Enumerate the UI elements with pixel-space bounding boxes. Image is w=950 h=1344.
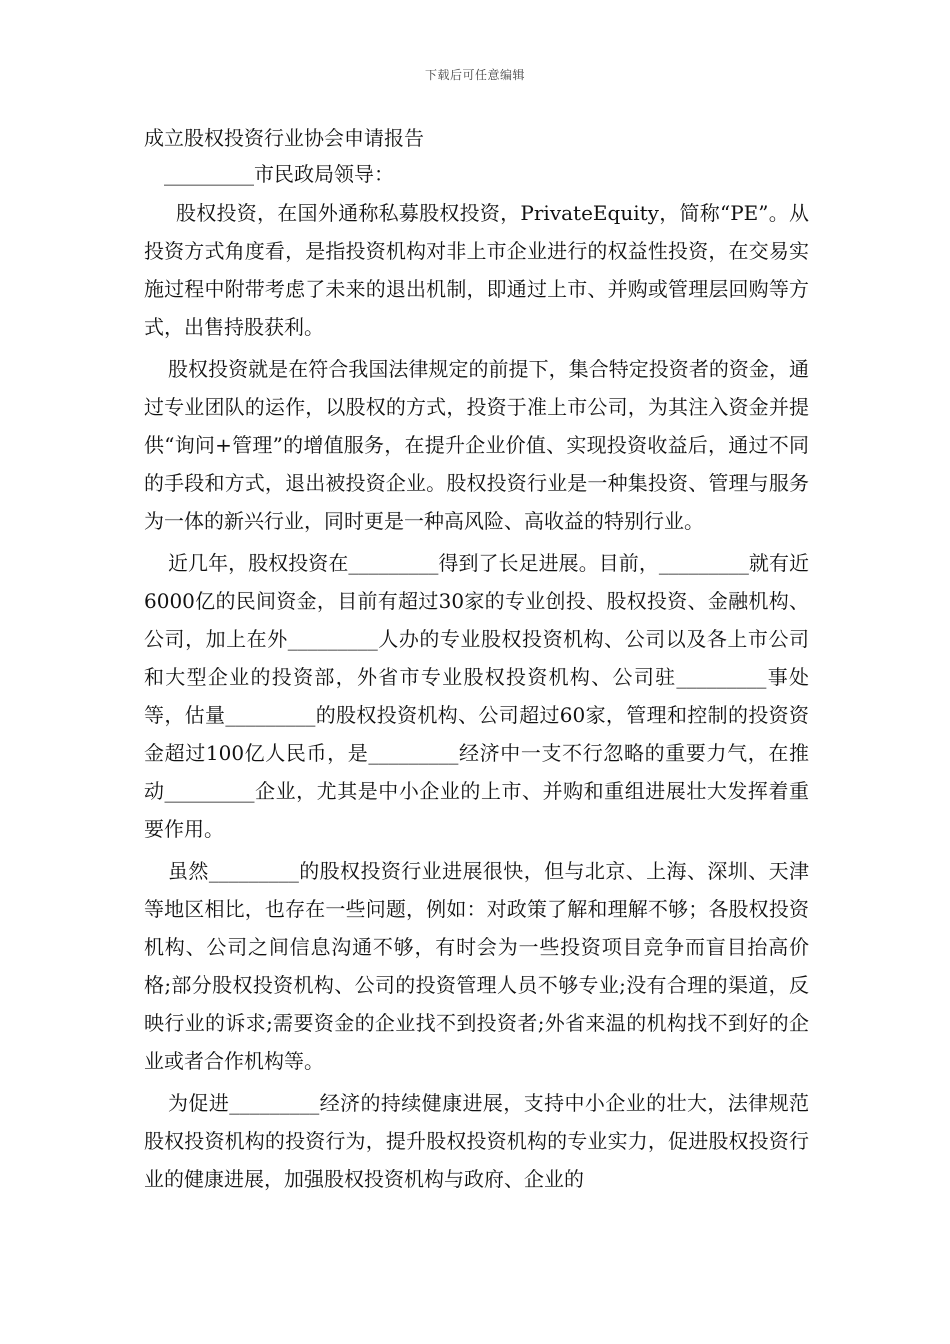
page-header: 下载后可任意编辑	[424, 68, 525, 82]
paragraph-2: 股权投资就是在符合我国法律规定的前提下，集合特定投资者的资金，通过专业团队的运作，以股权的方式，投资于准上市公司，为其注入资金并提供“询问+管理”的增值服务，在提升企业价值、实现投资收益后，通过不同的手段和方式，退出被投资企业。股权投资行业是一种集投资、管理与服务为一体的新兴行业，同时更是一种高风险、高收益的特别行业。	[144, 357, 809, 533]
paragraph-1: 股权投资，在国外通称私募股权投资，PrivateEquity，简称“PE”。从投资方式角度看，是指投资机构对非上市企业进行的权益性投资，在交易实施过程中附带考虑了未来的退出机制，即通过上市、并购或管理层回购等方式，出售持股获利。	[144, 201, 809, 339]
paragraph-3: 近几年，股权投资在_________得到了长足进展。目前，_________就有近6000亿的民间资金，目前有超过30家的专业创投、股权投资、金融机构、公司，加上在外_________人办的专业股权投资机构、公司以及各上市公司和大型企业的投资部，外省市专业股权投资机构、公司驻_________事处等，估量_________的股权投资机构、公司超过60家，管理和控制的投资资金超过100亿人民币，是_________经济中一支不行忽略的重要力气，在推动_________企业，尤其是中小企业的上市、并购和重组进展壮大发挥着重要作用。	[144, 551, 809, 841]
document-body	[144, 120, 809, 1198]
salutation: _________市民政局领导：	[164, 162, 394, 186]
paragraph-4: 虽然_________的股权投资行业进展很快，但与北京、上海、深圳、天津等地区相比，也存在一些问题，例如：对政策了解和理解不够；各股权投资机构、公司之间信息沟通不够，有时会为一些投资项目竞争而盲目抬高价格;部分股权投资机构、公司的投资管理人员不够专业;没有合理的渠道，反映行业的诉求;需要资金的企业找不到投资者;外省来温的机构找不到好的企业或者合作机构等。	[144, 859, 809, 1073]
paragraph-5: 为促进_________经济的持续健康进展，支持中小企业的壮大，法律规范股权投资机构的投资行为，提升股权投资机构的专业实力，促进股权投资行业的健康进展，加强股权投资机构与政府、企业的	[144, 1091, 809, 1191]
document-title: 成立股权投资行业协会申请报告	[144, 126, 424, 150]
